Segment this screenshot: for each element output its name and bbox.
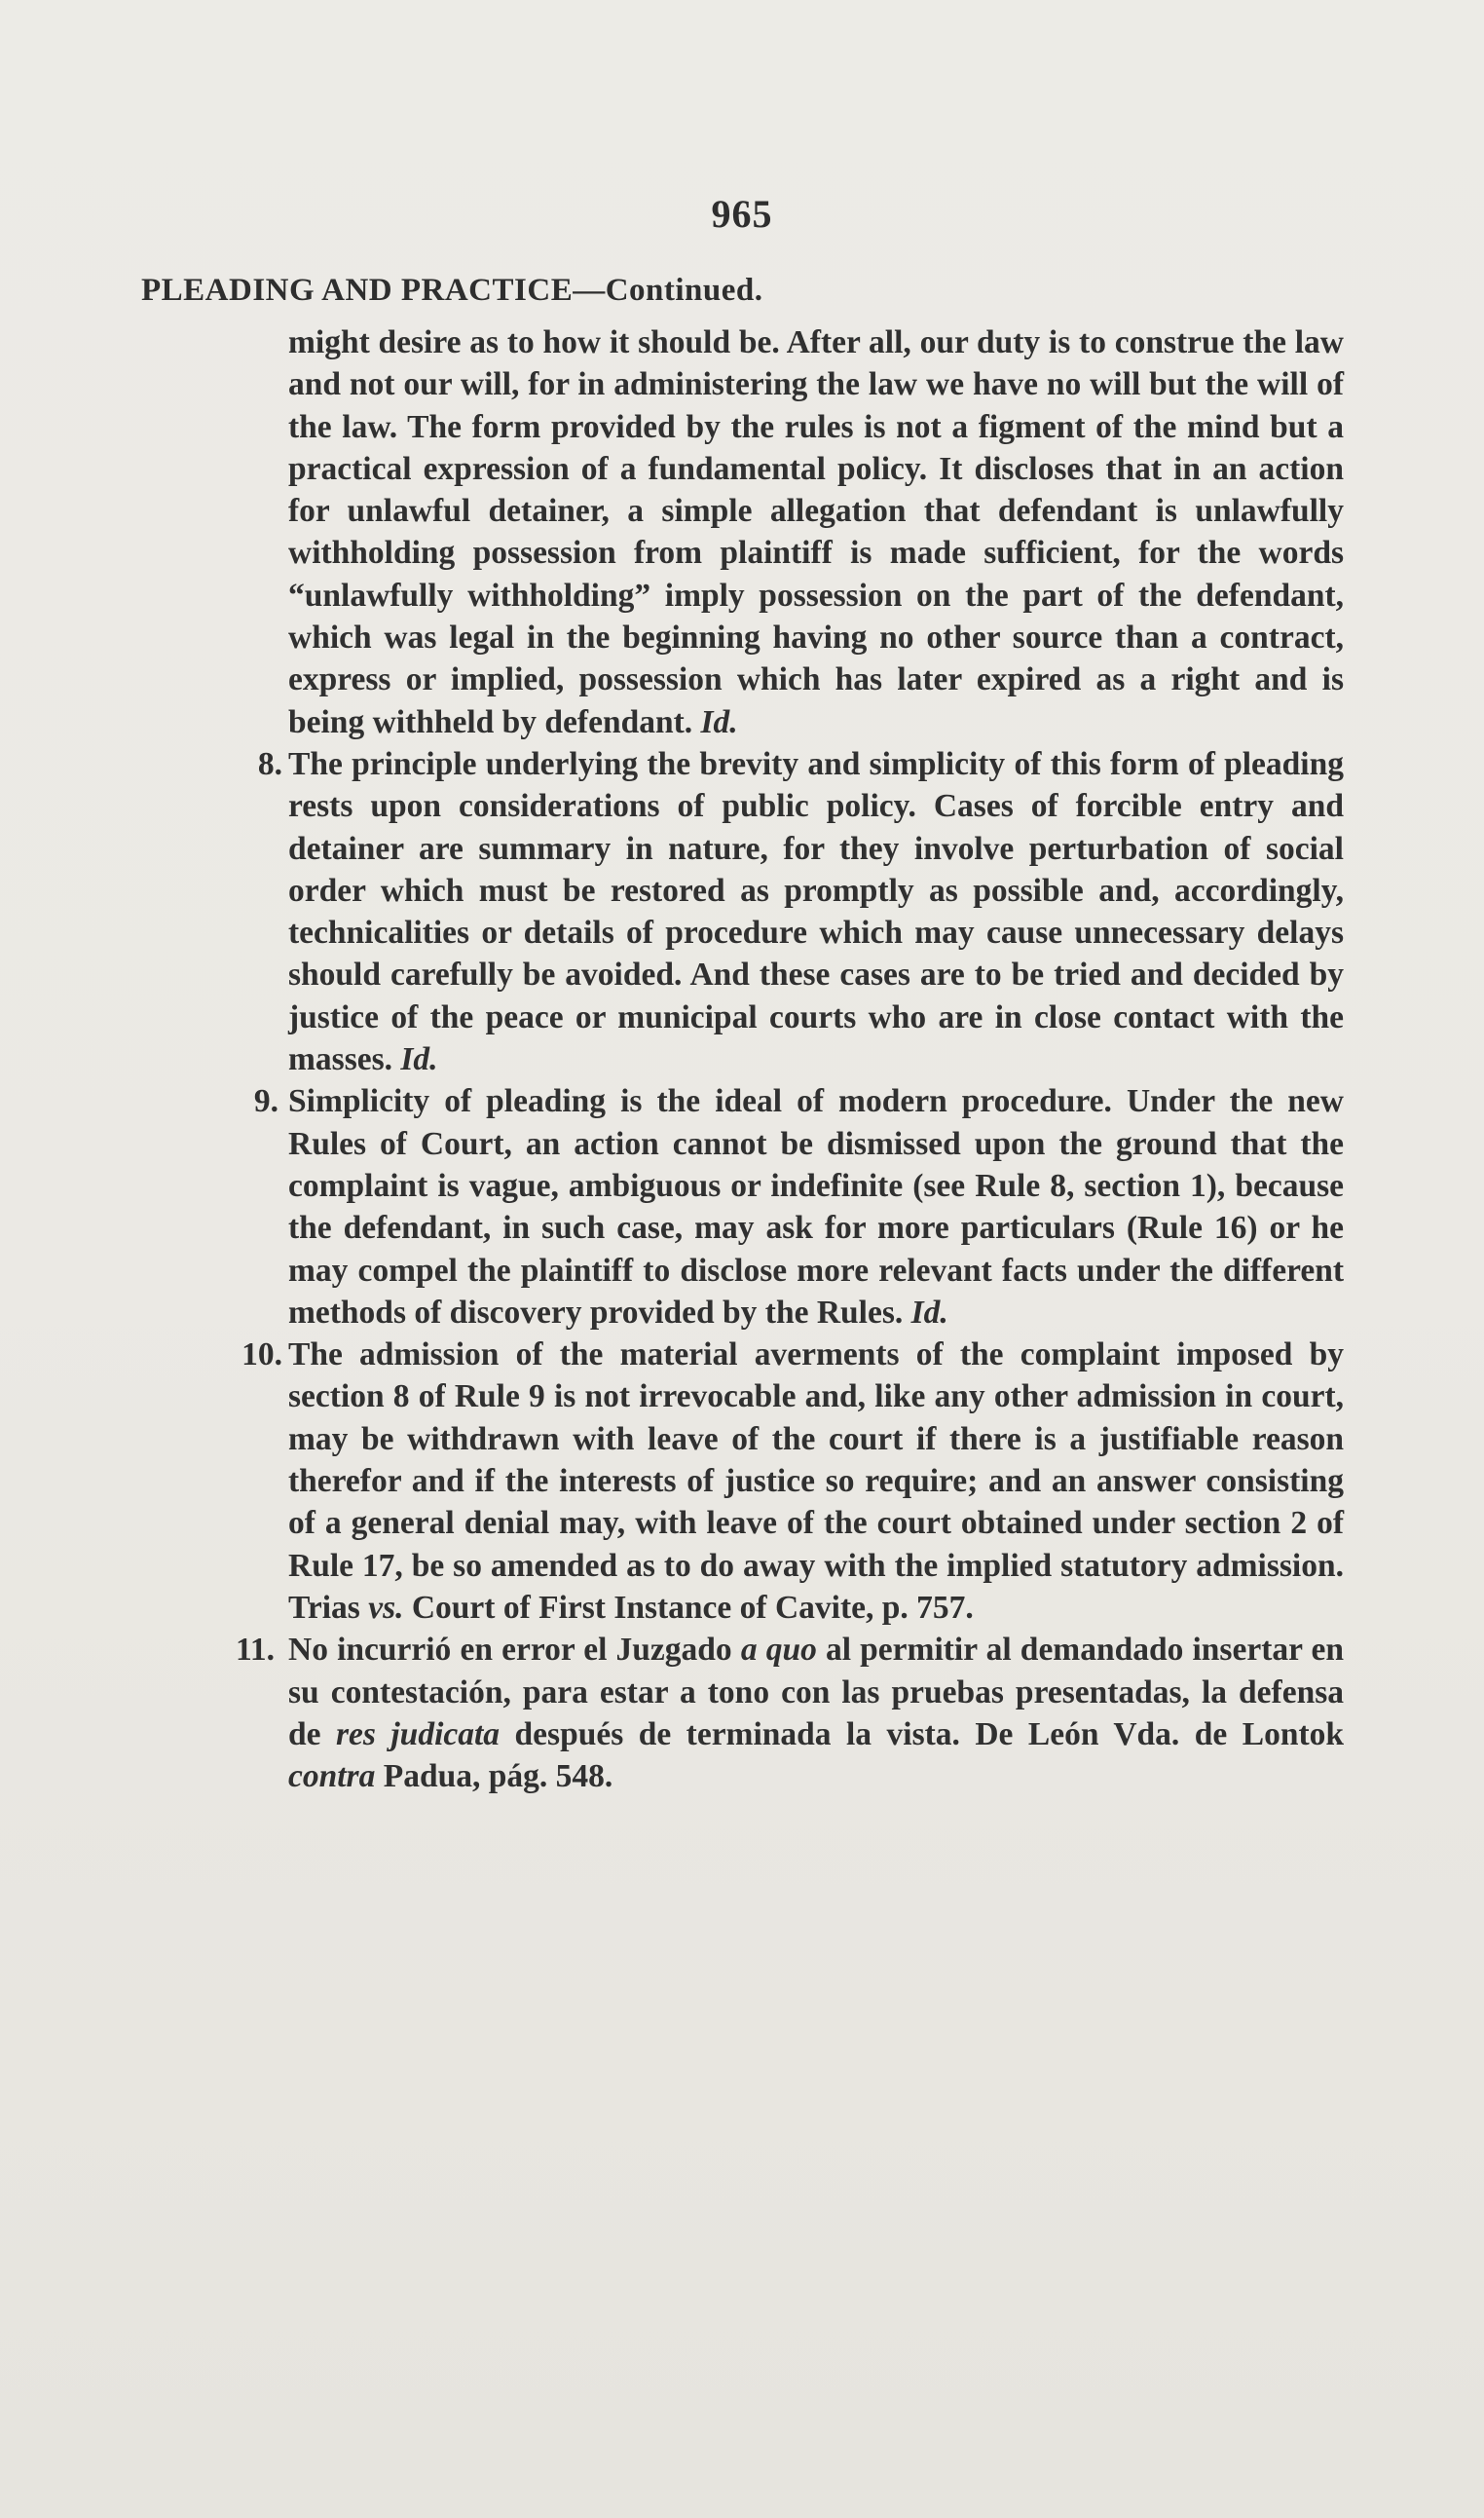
item-text-after: Court of First Instance of Cavite, p. 757.: [411, 1589, 974, 1626]
item-text: al permitir al demandado insertar en su contestación, para estar a tono con las pruebas presentadas, la defensa de: [288, 1632, 1345, 1752]
citation: Id.: [400, 1041, 438, 1078]
list-item: [253, 1080, 1344, 1334]
citation: Id.: [700, 703, 738, 740]
item-text: Padua, pág. 548.: [383, 1758, 613, 1795]
item-number: 10.: [241, 1336, 282, 1373]
latin-term: res judicata: [335, 1715, 501, 1752]
list-item: [257, 743, 1344, 1080]
continuation-paragraph: [288, 321, 1344, 743]
list-item: [235, 1629, 1345, 1797]
case-versus: vs.: [368, 1589, 404, 1626]
running-head: PLEADING AND PRACTICE—Continued.: [141, 273, 763, 308]
index-body: [235, 321, 1345, 1797]
continuation-text: might desire as to how it should be. After all, our duty is to construe the law and not our will, for in administering the law we have no will but the will of the law. The form provided by the rules is not a figment of the mind but a practical expression of a fundamental policy. It discloses that in an action for unlawful detainer, a simple allegation that defendant is unlawfully withholding possession from plaintiff is made sufficient, for the words “unlawfully withholding” imply possession on the part of the defendant, which was legal in the beginning having no other source than a contract, express or implied, possession which has later expired as a right and is being withheld by defendant.: [288, 324, 1344, 740]
item-text: después de terminada la vista. De León Vda. de Lontok: [514, 1715, 1344, 1752]
page-number: 965: [711, 192, 773, 236]
citation: Id.: [910, 1294, 948, 1331]
item-number: 9.: [253, 1083, 278, 1120]
item-text: The admission of the material averments of the complaint imposed by section 8 of Rule 9 is not irrevocable and, like any other admission in court, may be withdrawn with leave of the court if there is a justifiable reason therefor and if the interests of justice so require; and an answer consisting of a general denial may, with leave of the court obtained under section 2 of Rule 17, be so amended as to do away with the implied statutory admission. Trias: [288, 1336, 1344, 1626]
case-contra: contra: [288, 1758, 376, 1795]
item-number: 11.: [235, 1632, 275, 1669]
latin-term: a quo: [740, 1632, 817, 1669]
item-text: The principle underlying the brevity and simplicity of this form of pleading rests upon considerations of public policy. Cases of forcible entry and detainer are summary in nature, for they involve perturbation of social order which must be restored as promptly as possible and, accordingly, technicalities or details of procedure which may cause unnecessary delays should carefully be avoided. And these cases are to be tried and decided by justice of the peace or municipal courts who are in close contact with the masses.: [288, 745, 1344, 1078]
item-text: Simplicity of pleading is the ideal of modern procedure. Under the new Rules of Court, an action cannot be dismissed upon the ground that the complaint is vague, ambiguous or indefinite (see Rule 8, section 1), because the defendant, in such case, may ask for more particulars (Rule 16) or he may compel the plaintiff to disclose more relevant facts under the different methods of discovery provided by the Rules.: [288, 1083, 1344, 1331]
item-text: No incurrió en error el Juzgado: [288, 1632, 732, 1669]
item-number: 8.: [257, 745, 282, 782]
list-item: [241, 1334, 1344, 1629]
